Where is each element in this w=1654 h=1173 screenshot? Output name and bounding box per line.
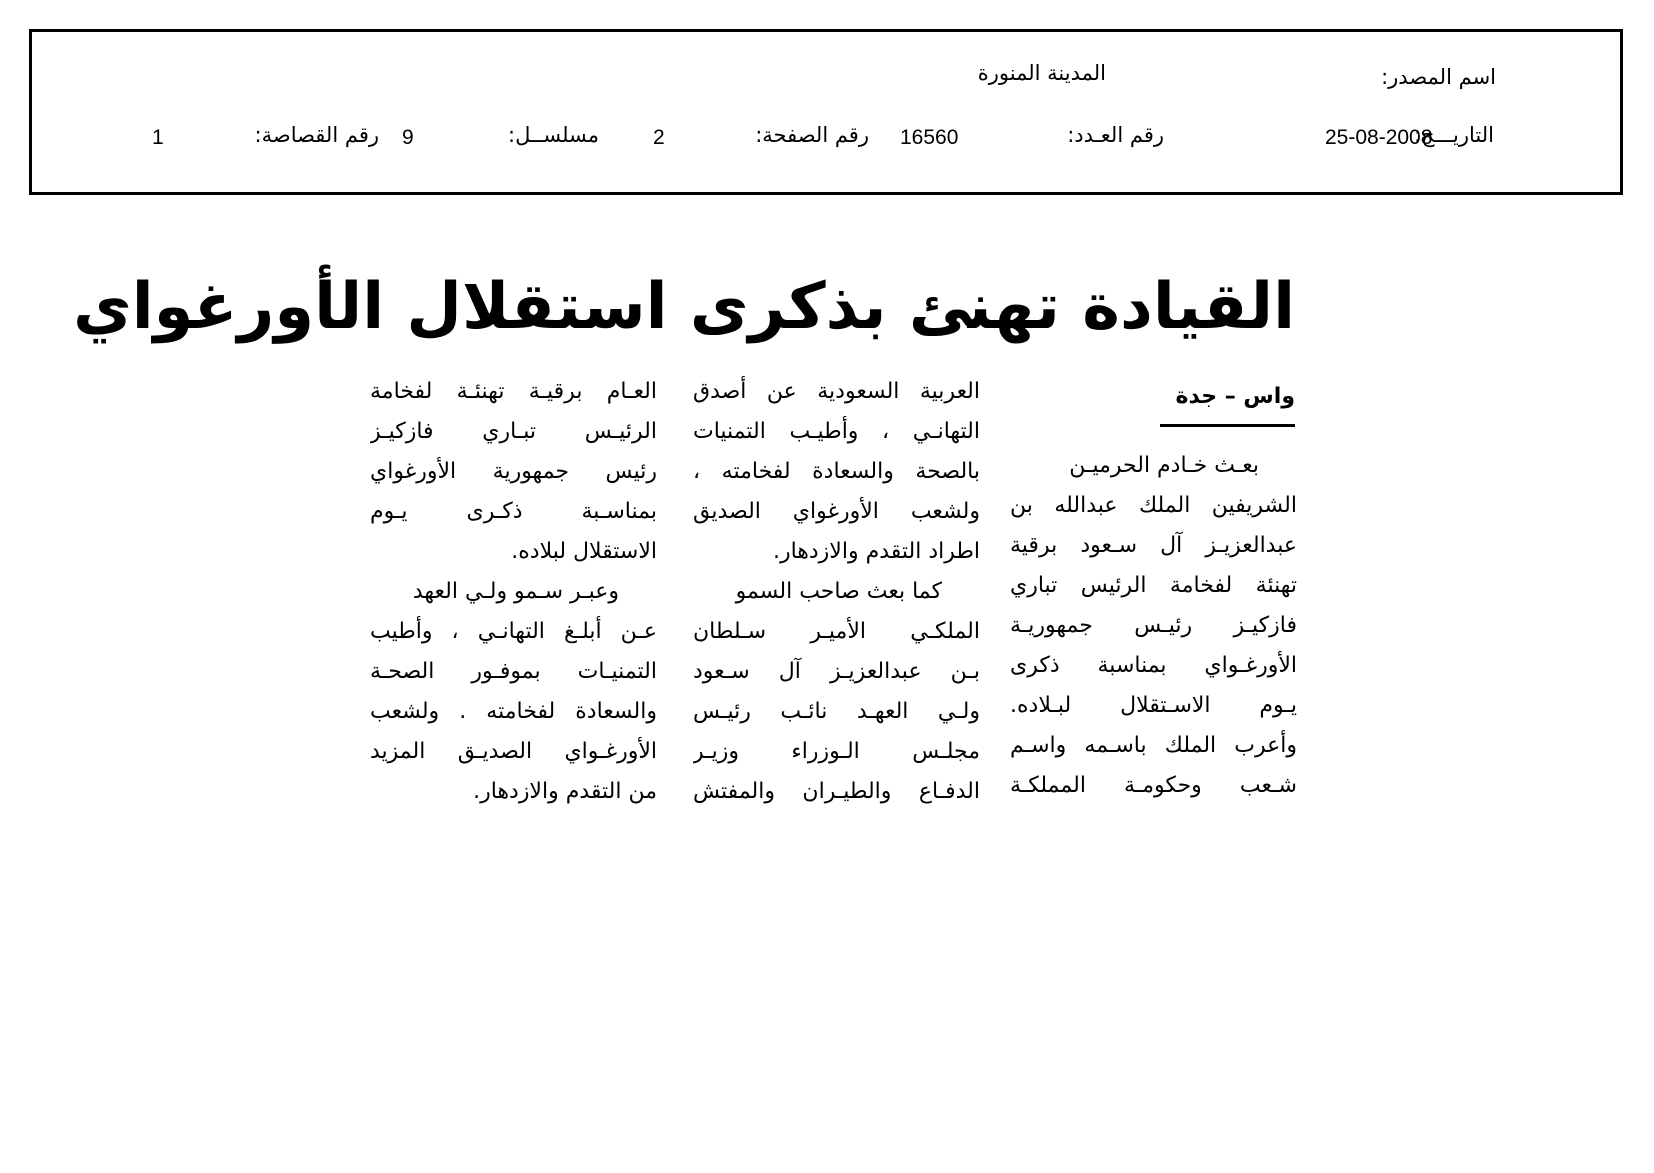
column-line: تهنئة لفخامة الرئيس تباري [1010, 573, 1297, 598]
issue-label: رقم العـدد: [1067, 123, 1164, 147]
article-column-3 [370, 372, 657, 812]
column-line: يـوم الاسـتقلال لبـلاده. [1010, 693, 1297, 718]
column-line: التمنيـات بموفـور الصحـة [370, 659, 657, 684]
column-line: الرئيـس تبـاري فازكيـز [370, 419, 657, 444]
article-column-1 [1010, 446, 1297, 806]
column-line: الدفـاع والطيـران والمفتش [693, 779, 980, 804]
article-column-2 [693, 372, 980, 812]
clip-label: رقم القصاصة: [254, 123, 379, 147]
column-line: الاستقلال لبلاده. [511, 539, 657, 564]
serial-value: 9 [402, 126, 414, 149]
column-line: الأورغـواي الصديـق المزيد [370, 739, 657, 764]
column-line: بعـث خـادم الحرميـن [1069, 453, 1259, 478]
column-line: العـام برقيـة تهنئـة لفخامة [370, 379, 657, 404]
source-value: المدينة المنورة [977, 61, 1106, 85]
clipping-info-box [29, 29, 1623, 195]
column-line: عبدالعزيـز آل سـعود برقية [1010, 533, 1297, 558]
column-line: ولشعب الأورغواي الصديق [693, 499, 980, 524]
column-line: من التقدم والازدهار. [473, 779, 657, 804]
column-line: رئيس جمهورية الأورغواي [370, 459, 657, 484]
date-label: التاريـــخ: [1413, 123, 1494, 147]
column-line: العربية السعودية عن أصدق [693, 379, 980, 404]
page-value: 2 [653, 126, 665, 149]
clip-value: 1 [152, 126, 164, 149]
column-line: شـعب وحكومـة المملكـة [1010, 773, 1297, 798]
column-line: بالصحة والسعادة لفخامته ، [693, 459, 980, 484]
column-line: التهانـي ، وأطيـب التمنيات [693, 419, 980, 444]
article-byline: واس – جدة [1175, 384, 1295, 409]
date-value: 25-08-2008 [1325, 126, 1433, 149]
column-line: عـن أبلـغ التهانـي ، وأطيب [370, 619, 657, 644]
page-label: رقم الصفحة: [755, 123, 869, 147]
article-headline: القيادة تهنئ بذكرى استقلال الأورغواي [73, 270, 1295, 344]
issue-value: 16560 [900, 126, 959, 149]
byline-underline [1160, 424, 1295, 427]
column-line: وعبـر سـمو ولـي العهد [412, 579, 619, 604]
column-line: مجلـس الـوزراء وزيـر [693, 739, 980, 764]
column-line: اطراد التقدم والازدهار. [772, 539, 980, 564]
source-label: اسم المصدر: [1381, 65, 1496, 89]
column-line: وأعرب الملك باسـمه واسـم [1010, 733, 1297, 758]
column-line: الشريفين الملك عبدالله بن [1010, 493, 1297, 518]
column-line: فازكيـز رئيـس جمهوريـة [1010, 613, 1297, 638]
column-line: بـن عبدالعزيـز آل سـعود [693, 659, 980, 684]
column-line: بمناسـبة ذكـرى يـوم [370, 499, 657, 524]
column-line: كما بعث صاحب السمو [735, 579, 942, 604]
column-line: والسعادة لفخامته . ولشعب [370, 699, 657, 724]
column-line: ولـي العهـد نائـب رئيـس [693, 699, 980, 724]
serial-label: مسلســل: [508, 123, 599, 147]
column-line: الملكـي الأميـر سـلطان [693, 619, 980, 644]
column-line: الأورغـواي بمناسبة ذكرى [1010, 653, 1297, 678]
